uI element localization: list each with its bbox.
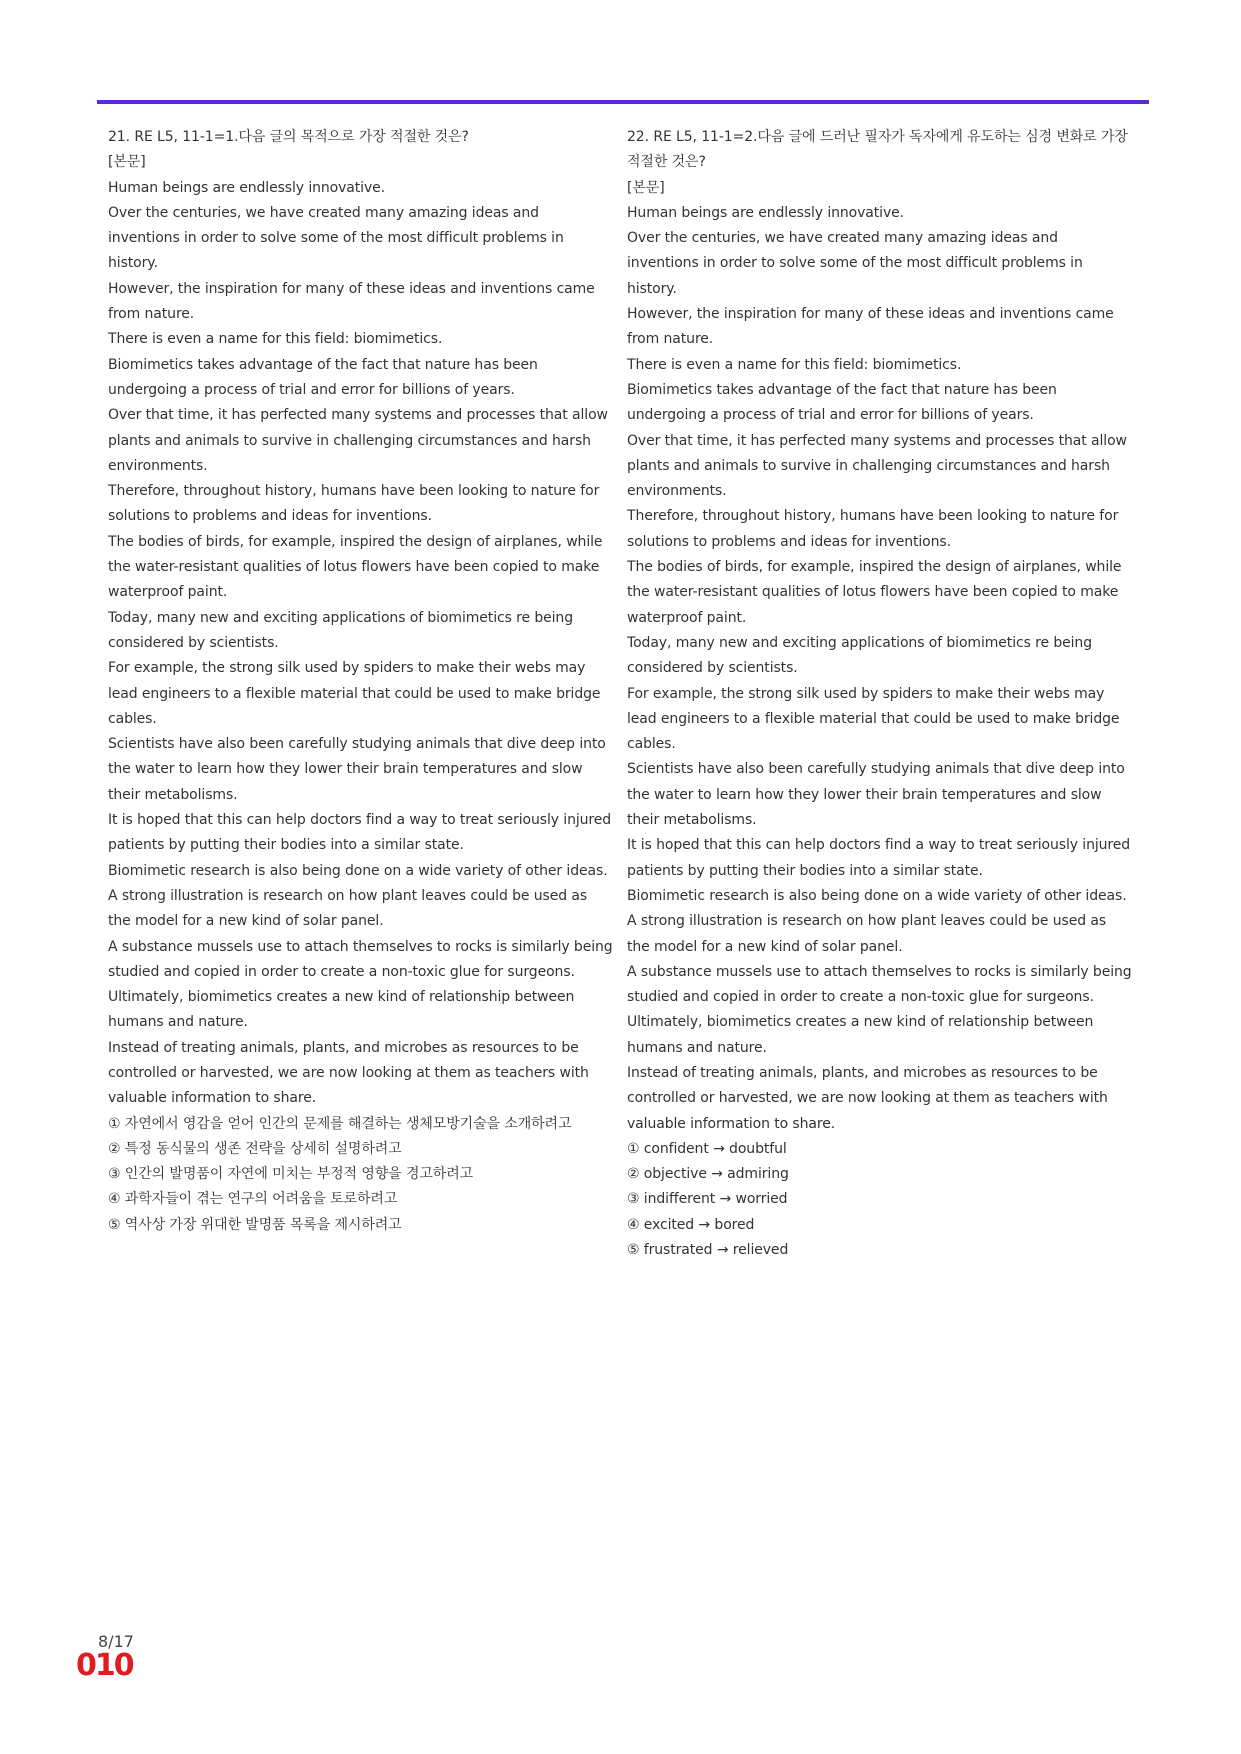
passage-sentence: For example, the strong silk used by spiders to make their webs may lead engineers to a flexible material that could be used to make bridge cables. (108, 660, 601, 727)
passage-sentence: However, the inspiration for many of these ideas and inventions came from nature. (108, 280, 595, 323)
brand-logo: 010 (76, 1648, 133, 1683)
passage-sentence: Human beings are endlessly innovative. (108, 179, 386, 196)
header-divider (97, 100, 1149, 104)
passage-sentence: Scientists have also been carefully studying animals that dive deep into the water to learn how they lower their brain temperatures and slow their metabolisms. (627, 761, 1125, 829)
passage-sentence: Biomimetic research is also being done on a wide variety of other ideas. (627, 887, 1127, 904)
answer-option-1: ① 자연에서 영감을 얻어 인간의 문제를 해결하는 생체모방기술을 소개하려고 (108, 1115, 572, 1132)
passage-sentence: However, the inspiration for many of these ideas and inventions came from nature. (627, 306, 1114, 348)
passage-sentence: Therefore, throughout history, humans have been looking to nature for solutions to problems and ideas for inventions. (627, 508, 1119, 550)
question-22-options (627, 1137, 1133, 1263)
answer-option-5: ⑤ frustrated → relieved (627, 1242, 789, 1259)
passage-sentence: It is hoped that this can help doctors find a way to treat seriously injured patients by putting their bodies into a similar state. (627, 837, 1131, 879)
passage-sentence: Biomimetic research is also being done on a wide variety of other ideas. (108, 862, 608, 879)
question-22-passage-label: [본문] (627, 179, 665, 196)
passage-sentence: The bodies of birds, for example, inspired the design of airplanes, while the water-resistant qualities of lotus flowers have been copied to make waterproof paint. (627, 559, 1122, 626)
passage-sentence: It is hoped that this can help doctors find a way to treat seriously injured patients by putting their bodies into a similar state. (108, 812, 612, 854)
passage-sentence: Ultimately, biomimetics creates a new kind of relationship between humans and nature. (108, 989, 575, 1031)
question-21 (108, 125, 614, 1238)
passage-sentence: A substance mussels use to attach themselves to rocks is similarly being studied and copied in order to create a non-toxic glue for surgeons. (108, 938, 613, 980)
passage-sentence: Biomimetics takes advantage of the fact that nature has been undergoing a process of trial and error for billions of years. (627, 381, 1057, 424)
passage-sentence: Biomimetics takes advantage of the fact that nature has been undergoing a process of trial and error for billions of years. (108, 356, 538, 398)
answer-option-2: ② 특정 동식물의 생존 전략을 상세히 설명하려고 (108, 1140, 402, 1157)
passage-sentence: A strong illustration is research on how plant leaves could be used as the model for a new kind of solar panel. (108, 887, 588, 930)
passage-sentence: Over the centuries, we have created many amazing ideas and inventions in order to solve some of the most difficult problems in history. (108, 204, 564, 272)
passage-sentence: Therefore, throughout history, humans have been looking to nature for solutions to problems and ideas for inventions. (108, 483, 600, 525)
answer-option-1: ① confident → doubtful (627, 1140, 787, 1157)
question-21-passage-label: [본문] (108, 154, 146, 171)
answer-option-3: ③ indifferent → worried (627, 1191, 788, 1208)
passage-sentence: For example, the strong silk used by spiders to make their webs may lead engineers to a flexible material that could be used to make bridge cables. (627, 685, 1120, 753)
question-22 (627, 125, 1133, 1263)
question-21-passage (108, 176, 614, 1112)
passage-sentence: Instead of treating animals, plants, and microbes as resources to be controlled or harvested, we are now looking at them as teachers with valuable information to share. (627, 1064, 1108, 1132)
passage-sentence: The bodies of birds, for example, inspired the design of airplanes, while the water-resistant qualities of lotus flowers have been copied to make waterproof paint. (108, 533, 603, 601)
passage-sentence: Ultimately, biomimetics creates a new kind of relationship between humans and nature. (627, 1014, 1094, 1056)
passage-sentence: A substance mussels use to attach themselves to rocks is similarly being studied and copied in order to create a non-toxic glue for surgeons. (627, 963, 1132, 1006)
passage-sentence: Instead of treating animals, plants, and microbes as resources to be controlled or harvested, we are now looking at them as teachers with valuable information to share. (108, 1039, 589, 1107)
answer-option-4: ④ excited → bored (627, 1216, 755, 1233)
question-21-options (108, 1112, 614, 1238)
passage-sentence: Human beings are endlessly innovative. (627, 204, 905, 221)
passage-sentence: Over the centuries, we have created many amazing ideas and inventions in order to solve some of the most difficult problems in history. (627, 230, 1083, 297)
passage-sentence: There is even a name for this field: biomimetics. (108, 331, 443, 348)
answer-option-4: ④ 과학자들이 겪는 연구의 어려움을 토로하려고 (108, 1191, 398, 1208)
question-22-title: 22. RE L5, 11-1=2.다음 글에 드러난 필자가 독자에게 유도하는 심경 변화로 가장 적절한 것은? (627, 129, 1128, 171)
answer-option-3: ③ 인간의 발명품이 자연에 미치는 부정적 영향을 경고하려고 (108, 1166, 474, 1183)
passage-sentence: Today, many new and exciting applications of biomimetics re being considered by scientists. (108, 609, 573, 651)
passage-sentence: A strong illustration is research on how plant leaves could be used as the model for a new kind of solar panel. (627, 913, 1107, 955)
question-21-title: 21. RE L5, 11-1=1.다음 글의 목적으로 가장 적절한 것은? (108, 129, 469, 145)
passage-sentence: Over that time, it has perfected many systems and processes that allow plants and animals to survive in challenging circumstances and harsh environments. (627, 432, 1127, 500)
page-number: 8/17 (98, 1632, 134, 1651)
passage-sentence: Scientists have also been carefully studying animals that dive deep into the water to learn how they lower their brain temperatures and slow their metabolisms. (108, 736, 606, 803)
passage-sentence: Today, many new and exciting applications of biomimetics re being considered by scientists. (627, 634, 1092, 677)
answer-option-2: ② objective → admiring (627, 1166, 789, 1183)
passage-sentence: There is even a name for this field: biomimetics. (627, 356, 962, 373)
question-22-passage (627, 201, 1133, 1137)
passage-sentence: Over that time, it has perfected many systems and processes that allow plants and animals to survive in challenging circumstances and harsh environments. (108, 407, 608, 474)
answer-option-5: ⑤ 역사상 가장 위대한 발명품 목록을 제시하려고 (108, 1216, 402, 1233)
